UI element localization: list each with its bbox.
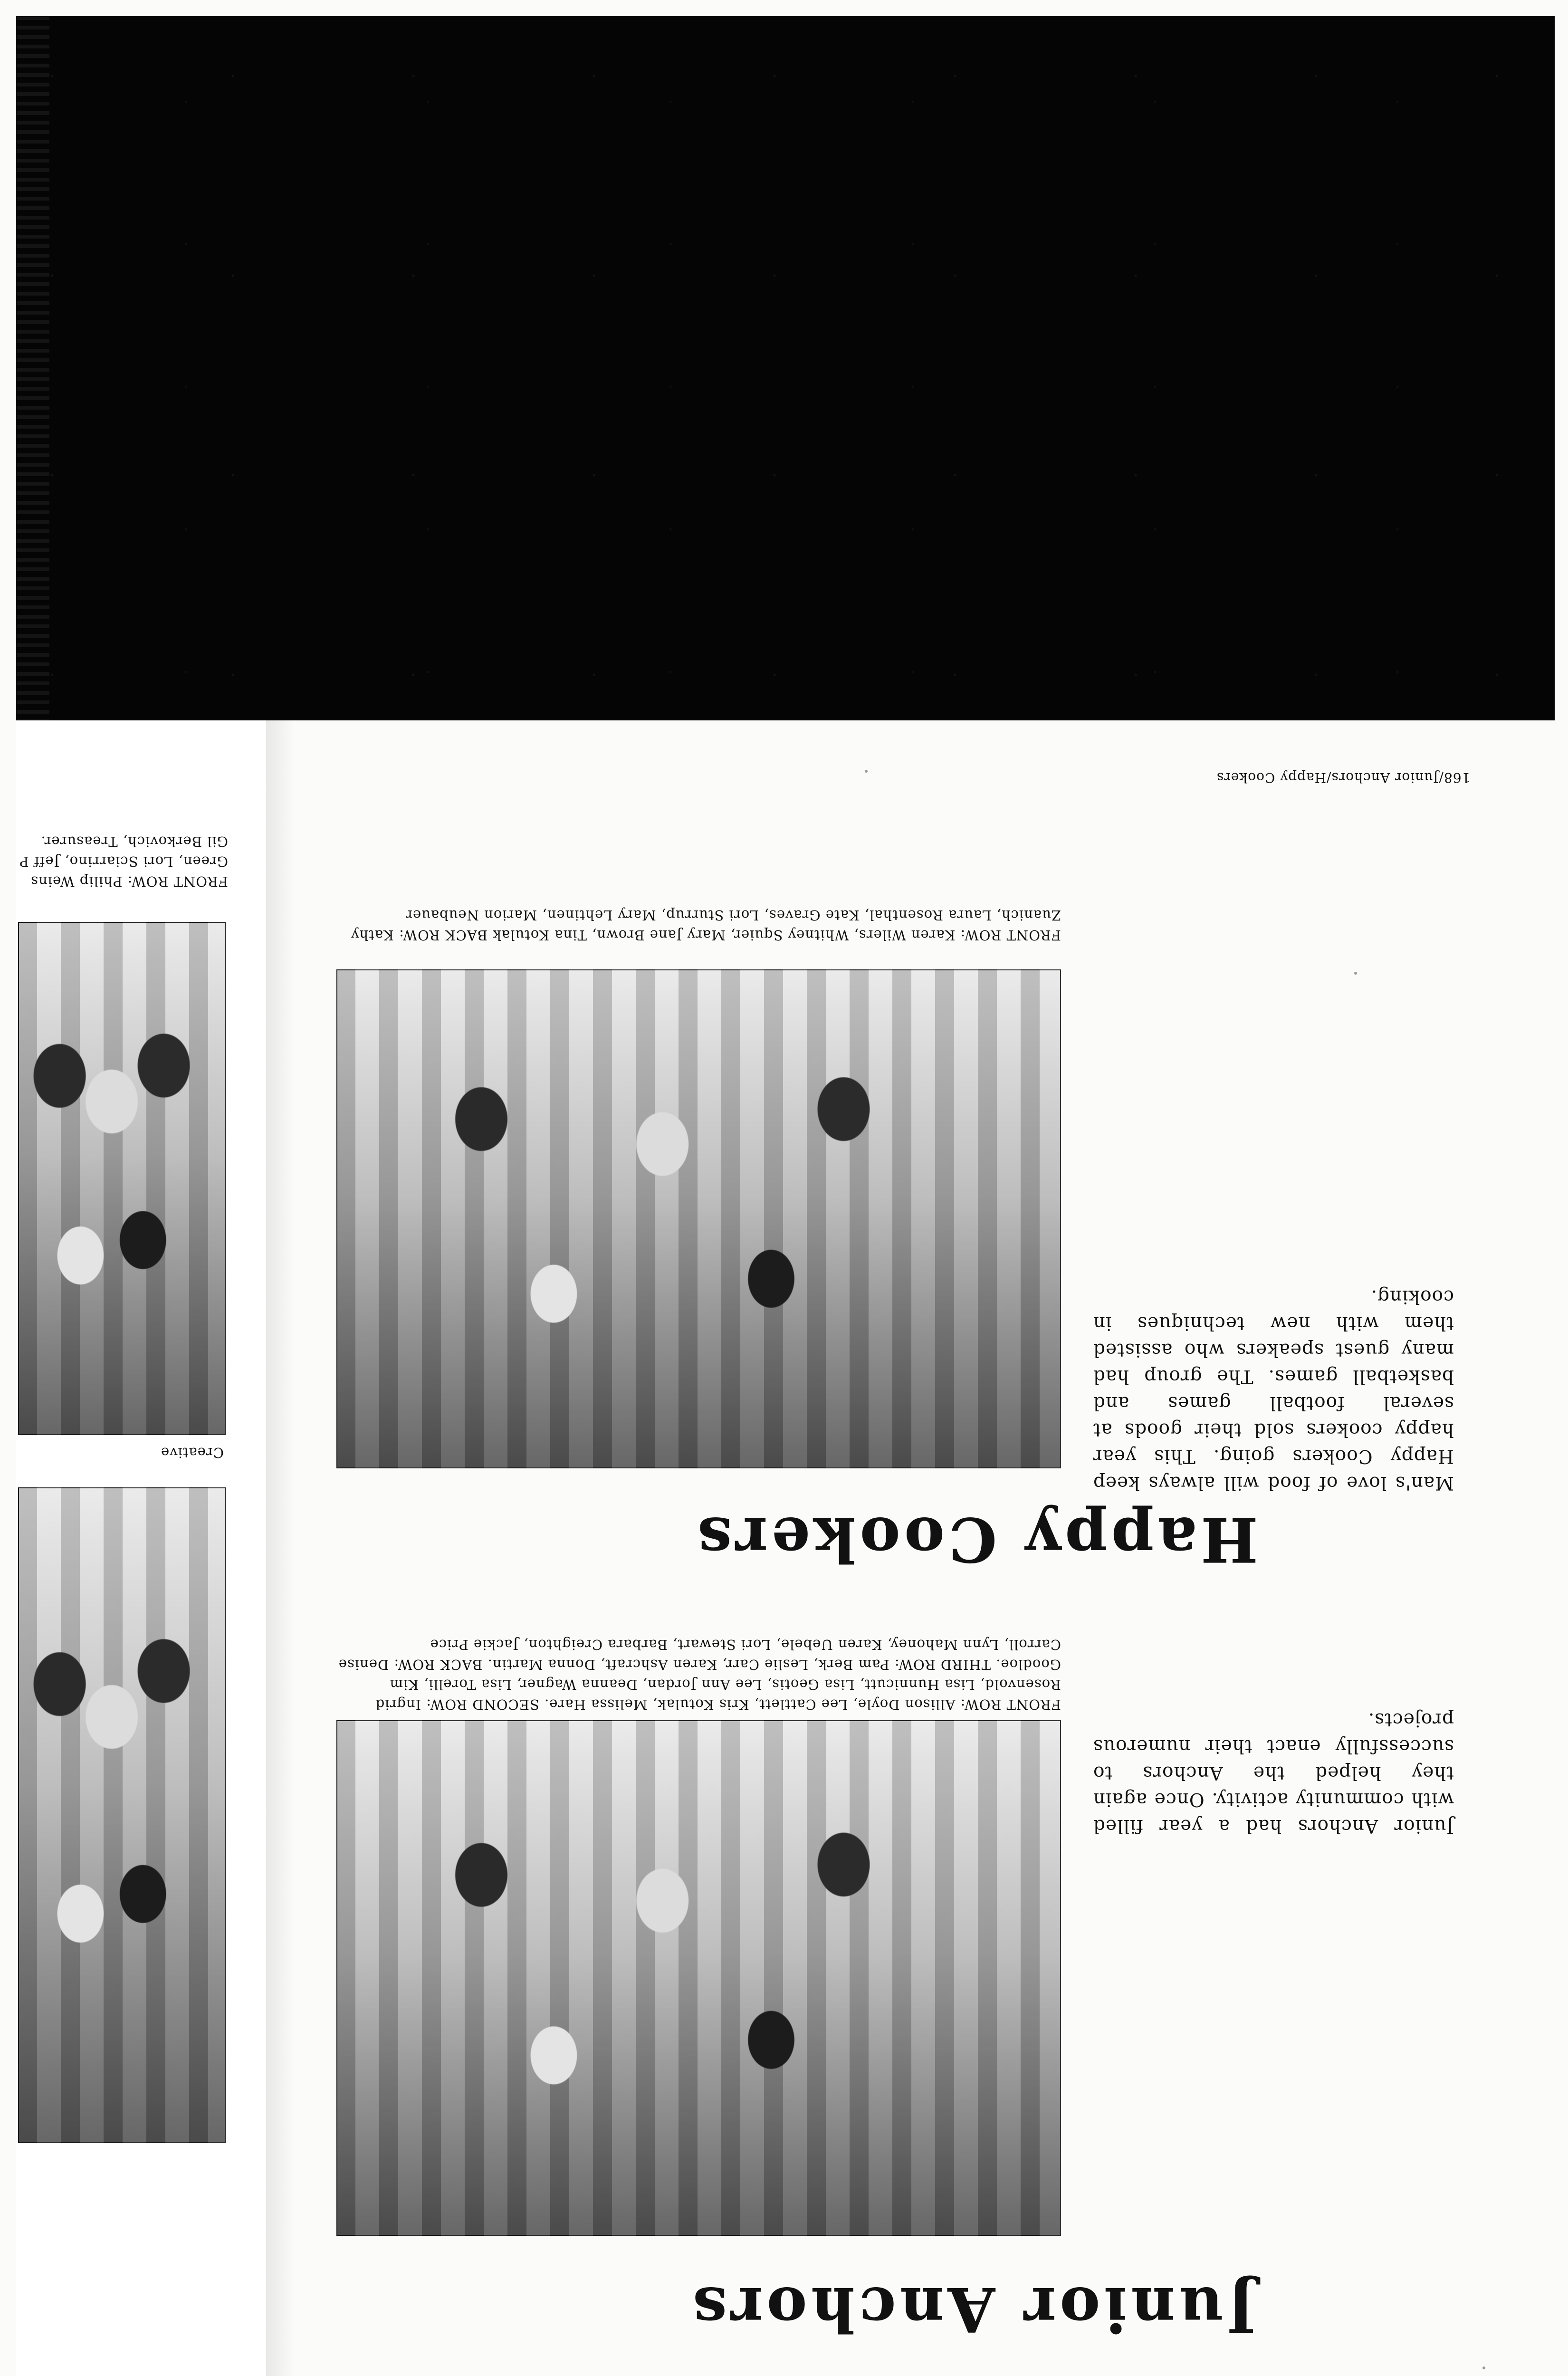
junior-anchors-photo-image	[336, 1720, 1061, 2236]
adjacent-caption: FRONT ROW: Philip Weins Green, Lori Sciarrino, Jeff P Gil Berkovich, Treasurer.	[19, 834, 228, 890]
scan-speck	[865, 770, 868, 773]
junior-anchors-photo	[336, 1720, 1061, 2236]
adjacent-photo-bottom-image	[18, 1487, 226, 2143]
adjacent-photo-top	[18, 922, 226, 1435]
adjacent-photo-top-image	[18, 922, 226, 1435]
scan-speck	[1354, 972, 1357, 975]
junior-anchors-title: Junior Anchors	[689, 2273, 1256, 2345]
happy-cookers-title: Happy Cookers	[694, 1504, 1259, 1575]
black-photo-band	[16, 16, 1555, 720]
band-edge-strip	[16, 16, 49, 720]
junior-anchors-caption: FRONT ROW: Allison Doyle, Lee Cattlett, Kris Kotulak, Melissa Hare. SECOND ROW: Ingrid Rosenvold, Lisa Hunnicutt, Lisa Geotis, Lee Ann Jordan, Deanna Wagner, Lisa Torelli, Kim Goodloe. THIRD ROW: Pam Berk, Leslie Carr, Karen Ashcraft, Donna Martin. BACK ROW: Denise Carroll, Lynn Mahoney, Karen Uebele, Lori Stewart, Barbara Creighton, Jackie Price	[338, 1637, 1061, 1713]
adjacent-photo-bottom	[18, 1487, 226, 2143]
happy-cookers-photo	[336, 969, 1061, 1468]
page-gutter	[266, 720, 295, 2376]
happy-cookers-photo-image	[336, 969, 1061, 1468]
happy-cookers-body: Man's love of food will always keep Happy Cookers going. This year happy cookers sold their goods at several football games and basketball games. The group had many guest speakers who assisted them with new techniques in cooking.	[1093, 1286, 1454, 1494]
page-folio: 168/Junior Anchors/Happy Cookers	[1216, 770, 1471, 786]
adjacent-label: Creative	[161, 1445, 224, 1461]
junior-anchors-body: Junior Anchors had a year filled with community activity. Once again they helped the Anchors to successfully enact their numerous projects.	[1093, 1709, 1454, 1837]
scan-speck	[1482, 2366, 1485, 2369]
happy-cookers-caption: FRONT ROW: Karen Wilers, Whitney Squier, Mary Jane Brown, Tina Kotulak BACK ROW: Kathy Zuanich, Laura Rosenthal, Kate Graves, Lori Sturrup, Mary Lehtinen, Marion Neubauer	[351, 907, 1061, 943]
